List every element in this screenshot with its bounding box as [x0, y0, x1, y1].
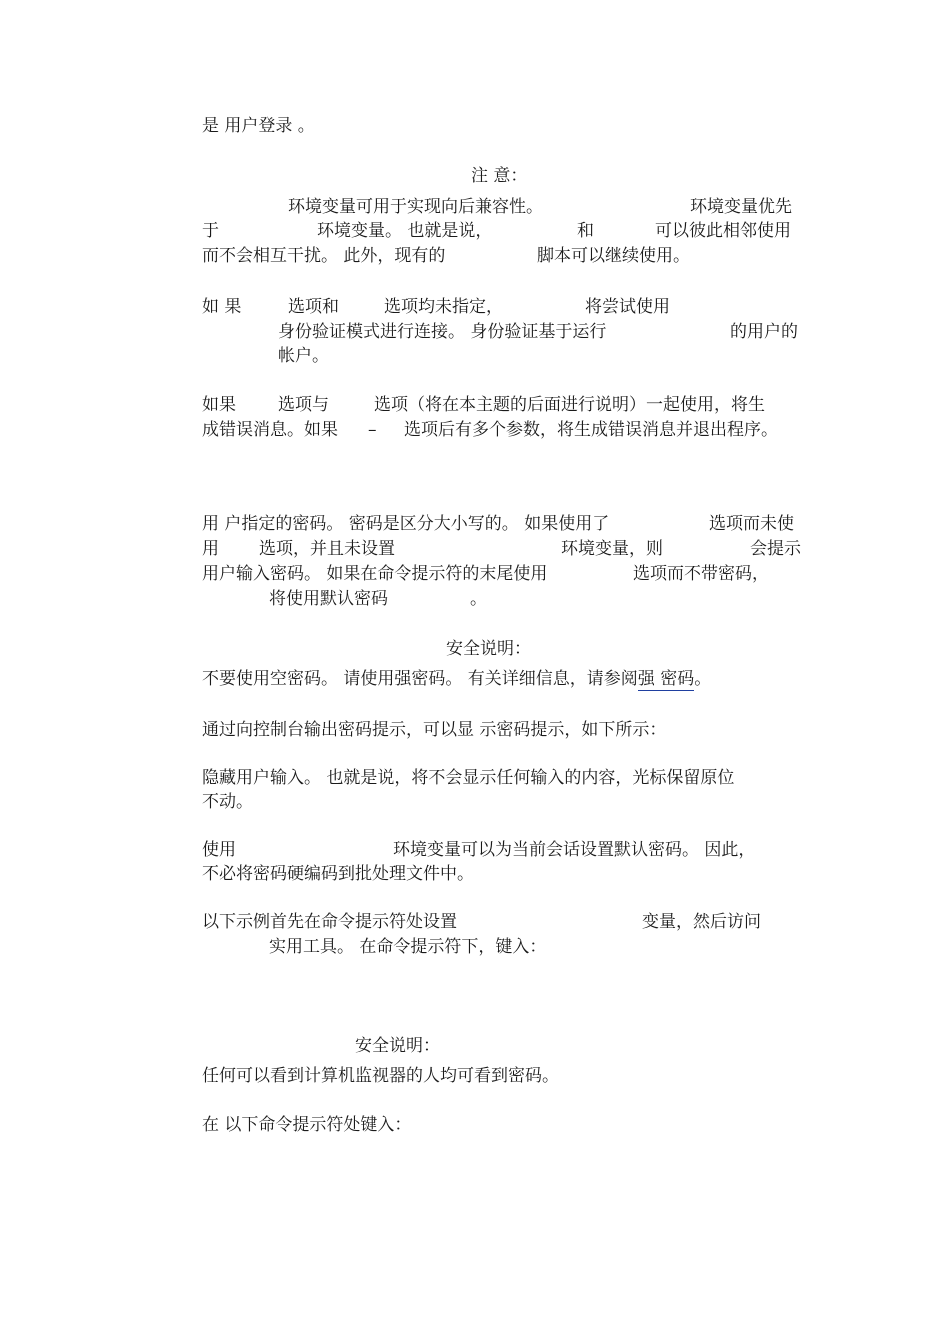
example-line-2: 实用工具。 在命令提示符下，键入：	[269, 937, 547, 957]
hide-line-1: 隐藏用户输入。 也就是说，将不会显示任何输入的内容，光标保留原位	[202, 768, 735, 788]
err-line-1b: 选项与	[278, 395, 329, 415]
pw-line-1b: 选项而未使	[709, 514, 794, 534]
pw-line-2a: 用	[202, 539, 219, 559]
if-line-1c: 选项均未指定，	[384, 297, 503, 317]
strong-password-link[interactable]: 强 密码	[637, 669, 695, 689]
if-line-1a: 如 果	[202, 297, 242, 317]
pw-line-3a: 用户输入密码。 如果在命令提示符的末尾使用	[202, 564, 548, 584]
text-line-login: 是 用户登录 。	[202, 116, 315, 136]
security-heading-2: 安全说明：	[355, 1036, 440, 1056]
security-line-2: 任何可以看到计算机监视器的人均可看到密码。	[202, 1066, 559, 1086]
pw-line-4b: 。	[470, 589, 487, 609]
example-line-1b: 变量，然后访问	[642, 912, 761, 932]
security-text-1: 不要使用空密码。 请使用强密码。 有关详细信息，请参阅	[202, 669, 638, 689]
err-line-2c: 选项后有多个参数，将生成错误消息并退出程序。	[404, 420, 778, 440]
err-line-2a: 成错误消息。如果	[202, 420, 338, 440]
err-line-2b: –	[368, 420, 377, 440]
pw-line-3b: 选项而不带密码，	[633, 564, 769, 584]
err-line-1c: 选项（将在本主题的后面进行说明）一起使用，将生	[374, 395, 765, 415]
example-line-1a: 以下示例首先在命令提示符处设置	[202, 912, 457, 932]
if-line-3: 帐户。	[278, 346, 329, 366]
note-line-3b: 脚本可以继续使用。	[537, 246, 690, 266]
if-line-1b: 选项和	[288, 297, 339, 317]
note-line-2d: 可以彼此相邻使用	[655, 221, 791, 241]
note-line-2a: 于	[202, 221, 219, 241]
if-line-2b: 的用户的	[730, 322, 798, 342]
env-line-1a: 使用	[202, 840, 236, 860]
note-line-1a: 环境变量可用于实现向后兼容性。	[288, 197, 543, 217]
err-line-1a: 如果	[202, 395, 236, 415]
note-line-2c: 和	[577, 221, 594, 241]
env-line-1b: 环境变量可以为当前会话设置默认密码。 因此，	[393, 840, 756, 860]
if-line-1d: 将尝试使用	[585, 297, 670, 317]
hide-line-2: 不动。	[202, 792, 253, 812]
pw-line-2c: 环境变量，则	[561, 539, 663, 559]
security-period: 。	[694, 669, 712, 689]
pw-line-4a: 将使用默认密码	[269, 589, 388, 609]
security-line-1	[202, 669, 711, 689]
note-line-3a: 而不会相互干扰。 此外，现有的	[202, 246, 446, 266]
env-line-2: 不必将密码硬编码到批处理文件中。	[202, 864, 474, 884]
note-heading: 注 意：	[471, 166, 528, 186]
security-heading-1: 安全说明：	[446, 639, 531, 659]
if-line-2a: 身份验证模式进行连接。 身份验证基于运行	[278, 322, 607, 342]
pw-line-2b: 选项，并且未设置	[259, 539, 395, 559]
console-prompt-line: 通过向控制台输出密码提示，可以显 示密码提示，如下所示：	[202, 720, 667, 740]
note-line-2b: 环境变量。 也就是说，	[317, 221, 493, 241]
pw-line-1a: 用 户指定的密码。 密码是区分大小写的。 如果使用了	[202, 514, 610, 534]
pw-line-2d: 会提示	[750, 539, 801, 559]
final-prompt-line: 在 以下命令提示符处键入：	[202, 1115, 412, 1135]
note-line-1b: 环境变量优先	[690, 197, 792, 217]
